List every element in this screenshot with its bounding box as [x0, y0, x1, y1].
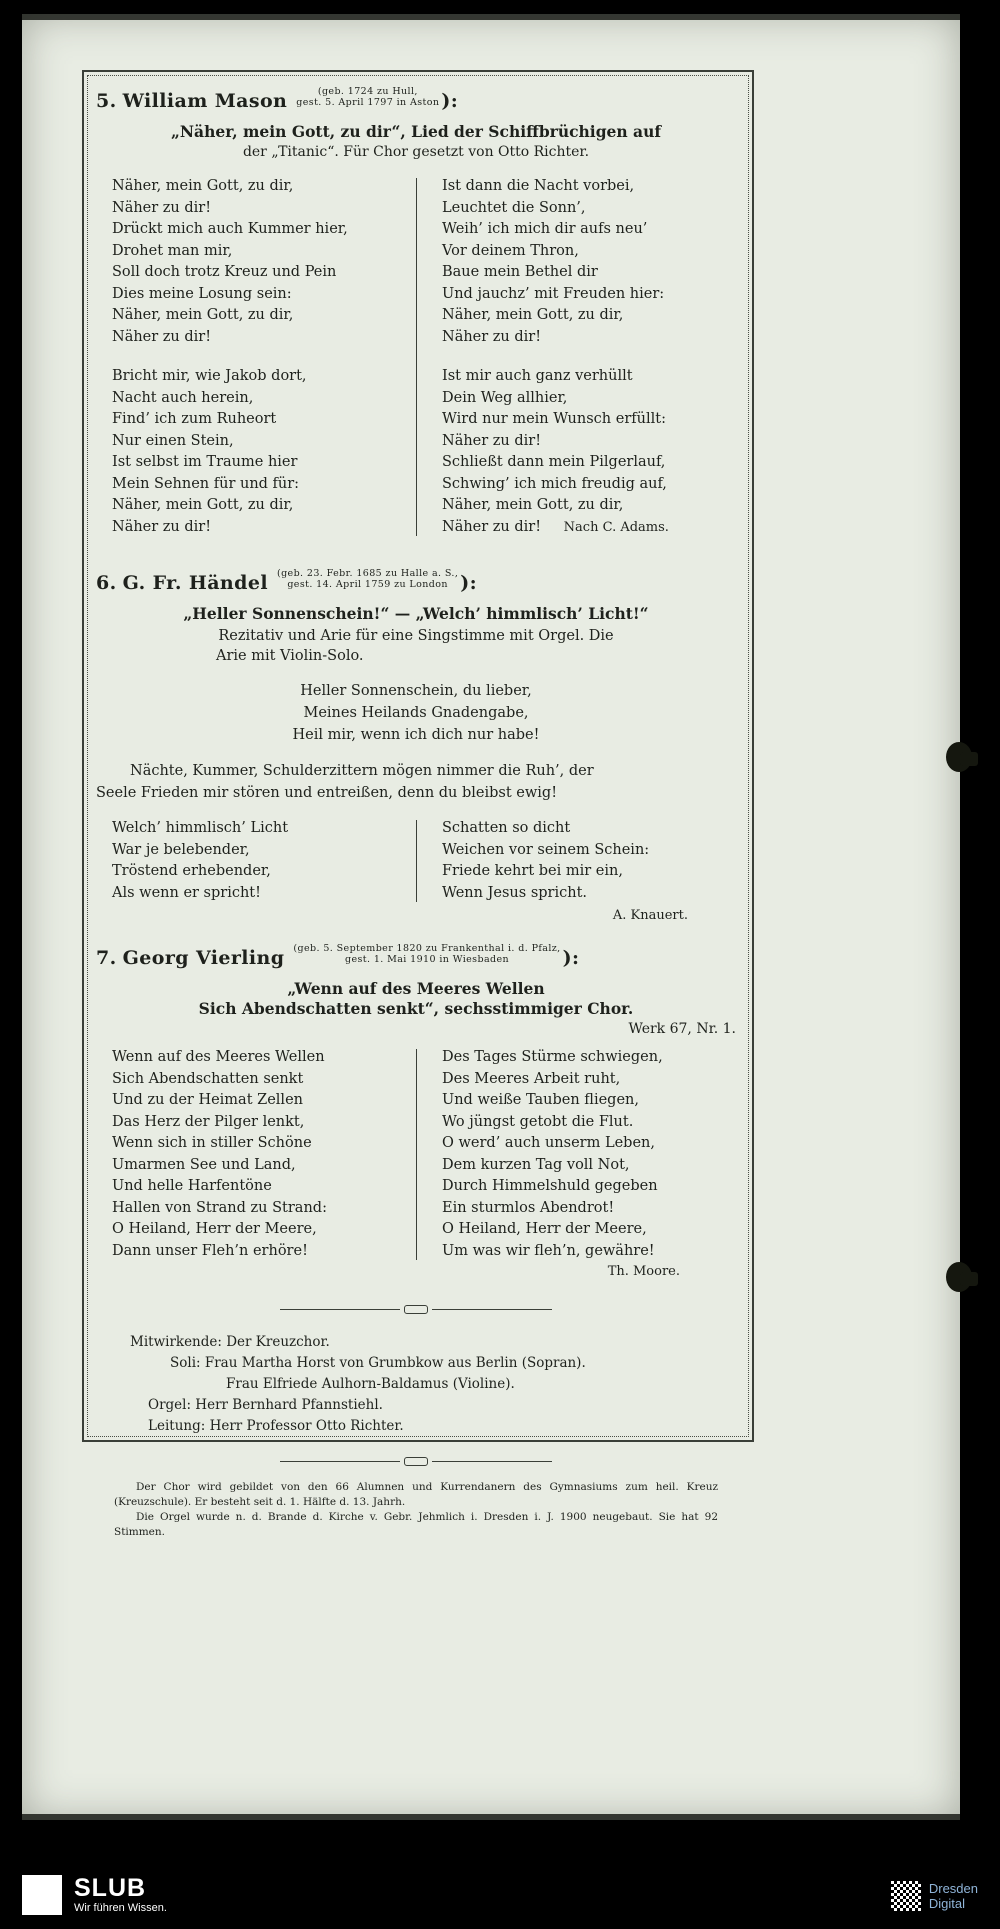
composer-born-6: (geb. 23. Febr. 1685 zu Halle a. S.,: [276, 568, 459, 579]
dresden-digital-logo[interactable]: [891, 1881, 978, 1911]
opus-7: Werk 67, Nr. 1.: [628, 1021, 736, 1037]
item-paren-6: ):: [460, 572, 478, 594]
work-title-7-line2: Sich Abendschatten senkt“, sechsstimmiger Chor.: [198, 999, 634, 1018]
composer-dates-7: [293, 943, 560, 965]
work-subtitle-6-line2: Arie mit Violin-Solo.: [216, 648, 364, 664]
slub-name: SLUB: [74, 1874, 147, 1902]
composer-dates-6: [277, 568, 458, 590]
item-heading-6: [96, 568, 736, 594]
work-title-5-line2: der „Titanic“. Für Chor gesetzt von Otto Richter.: [242, 144, 590, 160]
composer-name-5: William Mason: [122, 90, 288, 112]
performer-credits: [130, 1332, 736, 1437]
recitative-6: Heller Sonnenschein, du lieber, Meines Heilands Gnadengabe, Heil mir, wenn ich dich nur habe!: [292, 683, 540, 743]
slub-logo[interactable]: [22, 1875, 167, 1915]
stanza: Ist dann die Nacht vorbei, Leuchtet die Sonn’, Weih’ ich mich dir aufs neu’ Vor deinem Thron, Baue mein Bethel dir Und jauchz’ mit Freuden hier: Näher, mein Gott, zu dir, Näher zu dir!: [442, 178, 665, 345]
separator-bar-right: [432, 1309, 552, 1310]
slub-mark-icon: [22, 1875, 62, 1915]
prose-6: Nächte, Kummer, Schulderzittern mögen nimmer die Ruh’, der Seele Frieden mir stören und entreißen, denn du bleibst ewig!: [96, 763, 594, 801]
lyrics-left-5: [96, 176, 416, 538]
composer-name-7: Georg Vierling: [122, 947, 285, 969]
paper-edge-bottom: [22, 1814, 960, 1820]
attribution-7: Th. Moore.: [607, 1264, 680, 1279]
credit-conductor: Leitung: Herr Professor Otto Richter.: [148, 1418, 404, 1434]
dresden-label: Dresden: [928, 1881, 978, 1896]
punch-tab-lower: [960, 1272, 978, 1286]
program-item-7: [96, 943, 736, 1279]
lyrics-columns-7: [96, 1047, 736, 1262]
stanza: Welch’ himmlisch’ Licht War je belebender, Tröstend erhebender, Als wenn er spricht!: [112, 820, 289, 901]
work-title-6-line1: „Heller Sonnenschein!“ — „Welch’ himmlisch’ Licht!“: [183, 604, 649, 623]
composer-died-7: gest. 1. Mai 1910 in Wiesbaden: [344, 954, 510, 965]
column-divider-6: [416, 820, 417, 902]
work-title-7: [96, 979, 736, 1019]
item-heading-5: [96, 86, 736, 112]
footnote-block: [96, 1480, 736, 1540]
composer-born-5: (geb. 1724 zu Hull,: [317, 86, 418, 97]
work-title-5-line1: „Näher, mein Gott, zu dir“, Lied der Schiffbrüchigen auf: [170, 122, 662, 141]
lyrics-left-7: [96, 1047, 416, 1262]
lyrics-left-6: [96, 818, 416, 904]
ornament-separator-1: [96, 1305, 736, 1314]
item-number-5: 5.: [96, 90, 117, 112]
column-divider-7: [416, 1049, 417, 1260]
stanza: Bricht mir, wie Jakob dort, Nacht auch herein, Find’ ich zum Ruheort Nur einen Stein, Ist selbst im Traume hier Mein Sehnen für und für: Näher, mein Gott, zu dir, Näher zu dir!: [112, 368, 307, 535]
separator-lozenge-2: [404, 1457, 428, 1466]
credit-choir: Mitwirkende: Der Kreuzchor.: [130, 1334, 330, 1350]
lyrics-right-5: [416, 176, 736, 538]
credit-soloist-soprano: Soli: Frau Martha Horst von Grumbkow aus Berlin (Sopran).: [170, 1355, 586, 1371]
stanza: Wenn auf des Meeres Wellen Sich Abendschatten senkt Und zu der Heimat Zellen Das Herz der Pilger lenkt, Wenn sich in stiller Schöne Umarmen See und Land, Und helle Harfentöne Hallen von Strand zu Strand: O Heiland, Herr der Meere, Dann unser Fleh’n erhöre!: [112, 1049, 327, 1259]
work-subtitle-6: [96, 626, 736, 666]
item-paren-7: ):: [562, 947, 580, 969]
credit-soloist-violin: Frau Elfriede Aulhorn-Baldamus (Violine).: [226, 1376, 515, 1392]
work-title-7-line1: „Wenn auf des Meeres Wellen: [287, 979, 545, 998]
stanza: Näher, mein Gott, zu dir, Näher zu dir! Drückt mich auch Kummer hier, Drohet man mir, Soll doch trotz Kreuz und Pein Dies meine Losung sein: Näher, mein Gott, zu dir, Näher zu dir!: [112, 178, 348, 345]
stanza: Ist mir auch ganz verhüllt Dein Weg allhier, Wird nur mein Wunsch erfüllt: Näher zu dir! Schließt dann mein Pilgerlauf, Schwing’ ich mich freudig auf, Näher, mein Gott, zu dir, Näher zu dir! Nach C. Adams.: [442, 368, 669, 535]
work-title-6: [96, 604, 736, 624]
separator-bar-left: [280, 1309, 400, 1310]
column-divider-5: [416, 178, 417, 536]
viewer-bottom-bar: [0, 1843, 1000, 1929]
lyrics-columns-5: [96, 176, 736, 538]
item-heading-7: [96, 943, 736, 969]
paper-edge-top: [22, 14, 960, 20]
coat-of-arms-icon: [891, 1881, 921, 1911]
credit-organ: Orgel: Herr Bernhard Pfannstiehl.: [148, 1397, 383, 1413]
program-item-6: [96, 568, 736, 923]
item-paren-5: ):: [441, 90, 459, 112]
stanza: Des Tages Stürme schwiegen, Des Meeres Arbeit ruht, Und weiße Tauben fliegen, Wo jüngst getobt die Flut. O werd’ auch unserm Leben, Dem kurzen Tag voll Not, Durch Himmelshuld gegeben Ein sturmlos Abendrot! O Heiland, Herr der Meere, Um was wir fleh’n, gewähre!: [442, 1049, 663, 1259]
footnote-choir: Der Chor wird gebildet von den 66 Alumnen und Kurrendanern des Gymnasiums zum heil. Kreuz (Kreuzschule). Er besteht seit d. 1. Hälfte d. 13. Jahrh.: [114, 1481, 718, 1508]
item-number-6: 6.: [96, 572, 117, 594]
program-item-5: [96, 86, 736, 538]
composer-name-6: G. Fr. Händel: [122, 572, 268, 594]
work-title-5: [96, 122, 736, 162]
attribution-6: A. Knauert.: [612, 908, 688, 923]
composer-died-6: gest. 14. April 1759 zu London: [287, 579, 448, 590]
separator-lozenge: [404, 1305, 428, 1314]
stanza: Schatten so dicht Weichen vor seinem Schein: Friede kehrt bei mir ein, Wenn Jesus spricht.: [442, 820, 650, 901]
lyrics-right-7: [416, 1047, 736, 1262]
separator-bar-right-2: [432, 1461, 552, 1462]
separator-bar-left-2: [280, 1461, 400, 1462]
composer-dates-5: [296, 86, 439, 108]
program-content: [96, 86, 736, 1538]
digital-label: Digital: [928, 1896, 965, 1911]
item-number-7: 7.: [96, 947, 117, 969]
slub-tagline: Wir führen Wissen.: [74, 1902, 167, 1914]
work-subtitle-6-line1: Rezitativ und Arie für eine Singstimme mit Orgel. Die: [218, 628, 614, 644]
footnote-organ: Die Orgel wurde n. d. Brande d. Kirche v. Gebr. Jehmlich i. Dresden i. J. 1900 neugebaut. Sie hat 92 Stimmen.: [114, 1511, 718, 1538]
attribution-5: Nach C. Adams.: [563, 519, 669, 535]
composer-born-7: (geb. 5. September 1820 zu Frankenthal i. d. Pfalz,: [293, 943, 561, 954]
composer-died-5: gest. 5. April 1797 in Aston: [296, 97, 440, 108]
ornament-separator-2: [96, 1457, 736, 1466]
lyrics-columns-6: [96, 818, 736, 904]
lyrics-right-6: [416, 818, 736, 904]
punch-tab-upper: [960, 752, 978, 766]
